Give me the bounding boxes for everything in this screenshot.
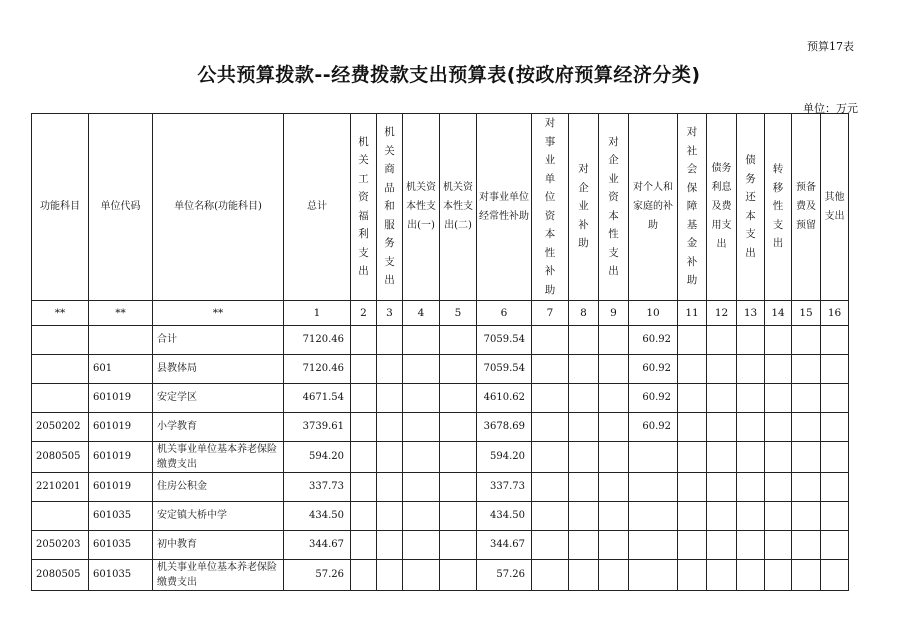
col-header-label: 预备费及预留	[796, 182, 816, 232]
public-institution-subsidy-cell: 57.26	[477, 559, 532, 590]
empty-cell	[440, 354, 477, 383]
col-header	[403, 114, 440, 301]
empty-cell	[707, 383, 737, 412]
empty-cell	[599, 501, 629, 530]
col-header: 单位名称(功能科目)	[153, 114, 284, 301]
col-header-label: 对社会保障基金补助	[686, 126, 698, 287]
household-subsidy-cell	[629, 559, 678, 590]
unit-name-cell: 合计	[153, 325, 284, 354]
func-code-cell	[32, 325, 89, 354]
empty-cell	[599, 354, 629, 383]
public-institution-subsidy-cell: 7059.54	[477, 325, 532, 354]
col-number: 14	[765, 300, 792, 325]
unit-code-cell: 601019	[89, 383, 153, 412]
col-number: 9	[599, 300, 629, 325]
empty-cell	[678, 412, 707, 441]
empty-cell	[737, 530, 765, 559]
empty-cell	[737, 325, 765, 354]
unit-name-cell: 县教体局	[153, 354, 284, 383]
empty-cell	[821, 354, 849, 383]
empty-cell	[792, 383, 821, 412]
empty-cell	[403, 501, 440, 530]
col-header-label: 对事业单位资本性补助	[544, 117, 556, 296]
household-subsidy-cell	[629, 441, 678, 472]
col-header	[765, 114, 792, 301]
empty-cell	[599, 383, 629, 412]
empty-cell	[707, 501, 737, 530]
unit-label: 单位：万元	[803, 102, 858, 115]
empty-cell	[707, 412, 737, 441]
table-row	[32, 472, 849, 501]
empty-cell	[678, 441, 707, 472]
empty-cell	[377, 530, 403, 559]
public-institution-subsidy-cell: 344.67	[477, 530, 532, 559]
empty-cell	[678, 530, 707, 559]
empty-cell	[532, 441, 569, 472]
empty-cell	[569, 325, 599, 354]
form-code: 预算17表	[807, 40, 854, 53]
empty-cell	[678, 354, 707, 383]
col-number: 15	[792, 300, 821, 325]
empty-cell	[403, 441, 440, 472]
col-header	[792, 114, 821, 301]
table-row	[32, 501, 849, 530]
table-row	[32, 325, 849, 354]
col-number: 12	[707, 300, 737, 325]
col-header: 单位代码	[89, 114, 153, 301]
col-header-label: 机关工资福利支出	[358, 135, 369, 277]
col-header-label: 债务还本支出	[745, 154, 756, 259]
empty-cell	[678, 472, 707, 501]
public-institution-subsidy-cell: 7059.54	[477, 354, 532, 383]
total-cell: 337.73	[284, 472, 351, 501]
empty-cell	[737, 412, 765, 441]
empty-cell	[792, 559, 821, 590]
empty-cell	[707, 441, 737, 472]
empty-cell	[377, 354, 403, 383]
empty-cell	[678, 383, 707, 412]
table-row	[32, 559, 849, 590]
empty-cell	[351, 530, 377, 559]
func-code-cell: 2080505	[32, 441, 89, 472]
household-subsidy-cell: 60.92	[629, 325, 678, 354]
empty-cell	[765, 325, 792, 354]
col-header	[440, 114, 477, 301]
unit-code-cell: 601035	[89, 501, 153, 530]
col-header: 功能科目	[32, 114, 89, 301]
column-number-row	[32, 300, 849, 325]
col-number: 8	[569, 300, 599, 325]
col-header-label: 机关商品和服务支出	[384, 126, 395, 287]
empty-cell	[707, 559, 737, 590]
col-header-label: 对企业补助	[578, 163, 589, 250]
unit-code-cell: 601035	[89, 559, 153, 590]
col-header-label: 转移性支出	[772, 163, 784, 250]
empty-cell	[403, 472, 440, 501]
table-row	[32, 441, 849, 472]
empty-cell	[351, 412, 377, 441]
empty-cell	[403, 354, 440, 383]
empty-cell	[440, 383, 477, 412]
empty-cell	[765, 559, 792, 590]
empty-cell	[440, 325, 477, 354]
empty-cell	[351, 501, 377, 530]
empty-cell	[532, 412, 569, 441]
unit-name-cell: 小学教育	[153, 412, 284, 441]
empty-cell	[440, 412, 477, 441]
empty-cell	[707, 472, 737, 501]
page-title: 公共预算拨款--经费拨款支出预算表(按政府预算经济分类)	[197, 64, 701, 86]
col-number: 13	[737, 300, 765, 325]
empty-cell	[532, 325, 569, 354]
empty-cell	[440, 530, 477, 559]
empty-cell	[351, 325, 377, 354]
empty-cell	[737, 559, 765, 590]
col-number: 7	[532, 300, 569, 325]
empty-cell	[678, 325, 707, 354]
unit-name-cell: 机关事业单位基本养老保险缴费支出	[153, 559, 284, 590]
empty-cell	[792, 412, 821, 441]
empty-cell	[569, 354, 599, 383]
empty-cell	[599, 325, 629, 354]
household-subsidy-cell	[629, 501, 678, 530]
empty-cell	[821, 472, 849, 501]
col-header	[737, 114, 765, 301]
total-cell: 7120.46	[284, 354, 351, 383]
header-row	[32, 114, 849, 301]
empty-cell	[532, 383, 569, 412]
empty-cell	[403, 530, 440, 559]
unit-name-cell: 住房公积金	[153, 472, 284, 501]
unit-name-cell: 安定镇大桥中学	[153, 501, 284, 530]
empty-cell	[440, 559, 477, 590]
total-cell: 594.20	[284, 441, 351, 472]
col-number: 16	[821, 300, 849, 325]
empty-cell	[821, 383, 849, 412]
col-number: 3	[377, 300, 403, 325]
func-code-cell: 2050203	[32, 530, 89, 559]
unit-code-cell	[89, 325, 153, 354]
col-number: 11	[678, 300, 707, 325]
household-subsidy-cell: 60.92	[629, 383, 678, 412]
empty-cell	[569, 559, 599, 590]
total-cell: 57.26	[284, 559, 351, 590]
empty-cell	[792, 325, 821, 354]
empty-cell	[792, 441, 821, 472]
public-institution-subsidy-cell: 434.50	[477, 501, 532, 530]
empty-cell	[737, 501, 765, 530]
func-code-cell	[32, 354, 89, 383]
table-row	[32, 530, 849, 559]
empty-cell	[765, 472, 792, 501]
empty-cell	[737, 441, 765, 472]
empty-cell	[569, 412, 599, 441]
func-code-cell: 2210201	[32, 472, 89, 501]
household-subsidy-cell: 60.92	[629, 412, 678, 441]
empty-cell	[351, 559, 377, 590]
unit-code-cell: 601019	[89, 441, 153, 472]
empty-cell	[377, 441, 403, 472]
col-header-label: 其他支出	[824, 191, 845, 222]
empty-cell	[765, 412, 792, 441]
budget-table	[31, 113, 849, 591]
empty-cell	[377, 412, 403, 441]
total-cell: 7120.46	[284, 325, 351, 354]
empty-cell	[599, 441, 629, 472]
household-subsidy-cell	[629, 530, 678, 559]
col-header	[707, 114, 737, 301]
unit-name-cell: 机关事业单位基本养老保险缴费支出	[153, 441, 284, 472]
empty-cell	[707, 354, 737, 383]
unit-name-cell: 安定学区	[153, 383, 284, 412]
total-cell: 4671.54	[284, 383, 351, 412]
empty-cell	[403, 412, 440, 441]
public-institution-subsidy-cell: 4610.62	[477, 383, 532, 412]
empty-cell	[351, 441, 377, 472]
empty-cell	[792, 472, 821, 501]
empty-cell	[351, 383, 377, 412]
empty-cell	[532, 354, 569, 383]
col-header	[821, 114, 849, 301]
col-header-label: 机关资本性支出(一)	[406, 182, 436, 232]
empty-cell	[599, 412, 629, 441]
empty-cell	[765, 441, 792, 472]
empty-cell	[707, 530, 737, 559]
col-header	[678, 114, 707, 301]
col-number: **	[153, 300, 284, 325]
empty-cell	[792, 530, 821, 559]
empty-cell	[737, 354, 765, 383]
empty-cell	[599, 559, 629, 590]
empty-cell	[765, 501, 792, 530]
col-number: 2	[351, 300, 377, 325]
col-header-label: 债务利息及费用支出	[711, 163, 732, 251]
empty-cell	[599, 472, 629, 501]
unit-code-cell: 601	[89, 354, 153, 383]
table-row	[32, 412, 849, 441]
empty-cell	[403, 383, 440, 412]
empty-cell	[377, 472, 403, 501]
table-row	[32, 383, 849, 412]
empty-cell	[440, 441, 477, 472]
col-number: 1	[284, 300, 351, 325]
unit-code-cell: 601019	[89, 412, 153, 441]
col-number: 10	[629, 300, 678, 325]
empty-cell	[678, 501, 707, 530]
col-header	[477, 114, 532, 301]
col-header-label: 对事业单位经常性补助	[479, 191, 529, 222]
empty-cell	[599, 530, 629, 559]
public-institution-subsidy-cell: 337.73	[477, 472, 532, 501]
empty-cell	[678, 559, 707, 590]
empty-cell	[377, 559, 403, 590]
empty-cell	[403, 325, 440, 354]
func-code-cell: 2050202	[32, 412, 89, 441]
household-subsidy-cell	[629, 472, 678, 501]
col-number: **	[89, 300, 153, 325]
empty-cell	[569, 441, 599, 472]
col-header	[351, 114, 377, 301]
empty-cell	[440, 472, 477, 501]
col-header	[569, 114, 599, 301]
col-number: **	[32, 300, 89, 325]
empty-cell	[737, 472, 765, 501]
empty-cell	[821, 441, 849, 472]
empty-cell	[707, 325, 737, 354]
func-code-cell: 2080505	[32, 559, 89, 590]
empty-cell	[792, 501, 821, 530]
empty-cell	[821, 501, 849, 530]
col-header-label: 机关资本性支出(二)	[443, 182, 473, 232]
empty-cell	[532, 530, 569, 559]
empty-cell	[765, 530, 792, 559]
empty-cell	[569, 383, 599, 412]
empty-cell	[569, 501, 599, 530]
public-institution-subsidy-cell: 3678.69	[477, 412, 532, 441]
public-institution-subsidy-cell: 594.20	[477, 441, 532, 472]
unit-code-cell: 601019	[89, 472, 153, 501]
empty-cell	[821, 412, 849, 441]
empty-cell	[377, 383, 403, 412]
col-number: 4	[403, 300, 440, 325]
col-number: 5	[440, 300, 477, 325]
empty-cell	[765, 354, 792, 383]
empty-cell	[792, 354, 821, 383]
empty-cell	[532, 559, 569, 590]
empty-cell	[569, 472, 599, 501]
empty-cell	[351, 354, 377, 383]
empty-cell	[821, 559, 849, 590]
empty-cell	[440, 501, 477, 530]
empty-cell	[351, 472, 377, 501]
total-cell: 434.50	[284, 501, 351, 530]
total-cell: 3739.61	[284, 412, 351, 441]
data-rows	[32, 325, 849, 590]
empty-cell	[821, 325, 849, 354]
empty-cell	[532, 472, 569, 501]
col-header-label: 对企业资本性支出	[608, 135, 619, 277]
col-header	[377, 114, 403, 301]
empty-cell	[765, 383, 792, 412]
empty-cell	[532, 501, 569, 530]
empty-cell	[377, 501, 403, 530]
empty-cell	[821, 530, 849, 559]
total-cell: 344.67	[284, 530, 351, 559]
col-header	[629, 114, 678, 301]
unit-name-cell: 初中教育	[153, 530, 284, 559]
func-code-cell	[32, 383, 89, 412]
unit-code-cell: 601035	[89, 530, 153, 559]
empty-cell	[569, 530, 599, 559]
col-header	[599, 114, 629, 301]
col-header-label: 对个人和家庭的补助	[633, 182, 673, 232]
col-header: 总计	[284, 114, 351, 301]
empty-cell	[403, 559, 440, 590]
col-number: 6	[477, 300, 532, 325]
table-row	[32, 354, 849, 383]
household-subsidy-cell: 60.92	[629, 354, 678, 383]
func-code-cell	[32, 501, 89, 530]
empty-cell	[737, 383, 765, 412]
empty-cell	[377, 325, 403, 354]
col-header	[532, 114, 569, 301]
